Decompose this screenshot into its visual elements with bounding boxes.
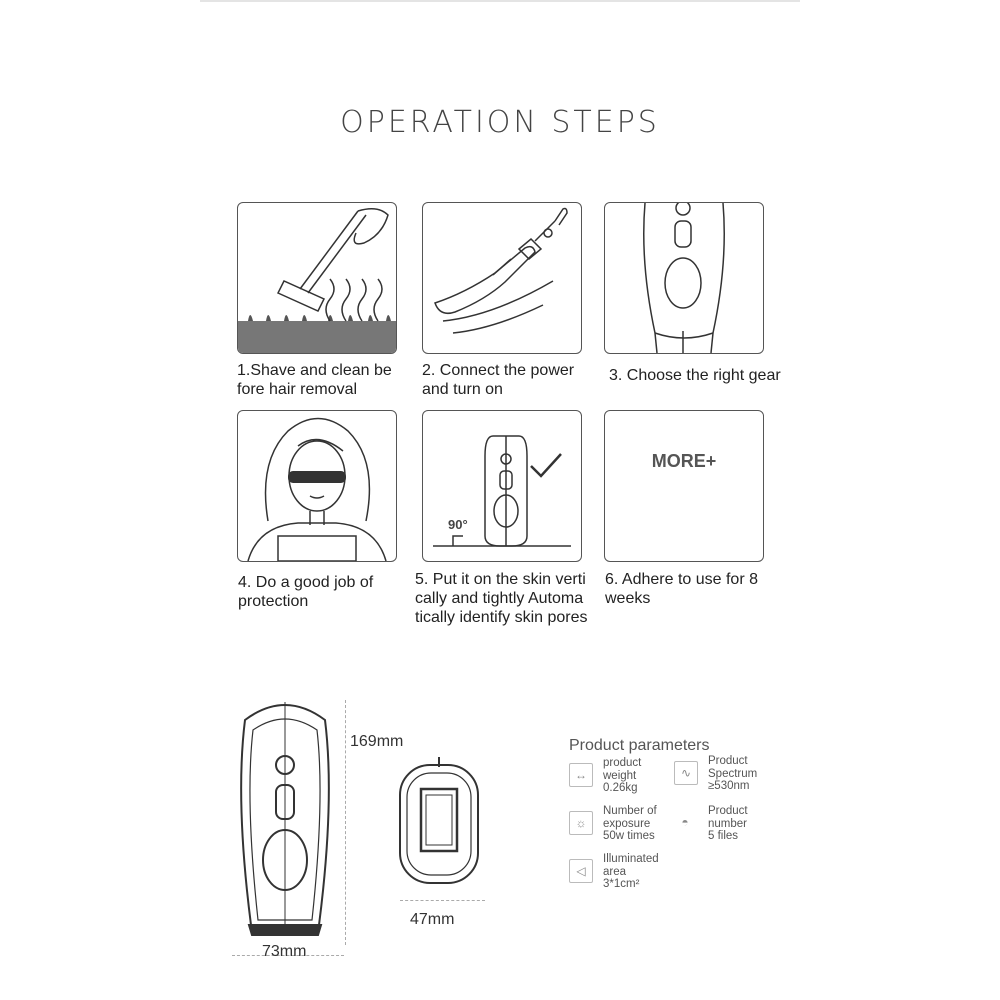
step-4-card [237,410,397,562]
width-dimension: 73mm [262,943,307,960]
depth-dimension-line [400,900,485,902]
height-dimension: 169mm [350,733,404,750]
device-front-drawing [225,690,355,950]
step-3-caption: 3. Choose the right gear [609,367,781,384]
step-5-card [422,410,582,562]
device-gear-icon [605,203,763,353]
weight-icon: ↔ [569,763,593,787]
step-6-card [604,410,764,562]
depth-dimension: 47mm [410,911,455,928]
shaving-icon [238,203,396,353]
device-top-drawing [395,755,485,890]
device-angle-icon [423,411,581,561]
angle-label: 90° [448,517,468,532]
step-1-card [237,202,397,354]
step-3-card [604,202,764,354]
page-title: OPERATION STEPS [340,105,660,140]
height-dimension-line [345,700,347,945]
power-plug-icon [423,203,581,353]
spectrum-icon: ∿ [674,761,698,785]
top-divider [200,0,800,2]
step-1-caption: 1.Shave and clean be fore hair removal [237,362,392,398]
area-icon: ◁ [569,859,593,883]
sun-icon: ☼ [569,811,593,835]
step-4-caption: 4. Do a good job of protection [238,574,374,610]
gear-level-icon: ◓ [681,814,689,829]
product-parameters-title: Product parameters [569,737,710,754]
step-2-caption: 2. Connect the power and turn on [422,362,575,398]
step-2-card [422,202,582,354]
step-6-caption: 6. Adhere to use for 8 weeks [605,571,758,607]
goggles-woman-icon [238,411,396,561]
step-5-caption: 5. Put it on the skin verti cally and tightly Automa tically identify skin pores [415,571,588,626]
more-label: MORE+ [651,451,717,471]
